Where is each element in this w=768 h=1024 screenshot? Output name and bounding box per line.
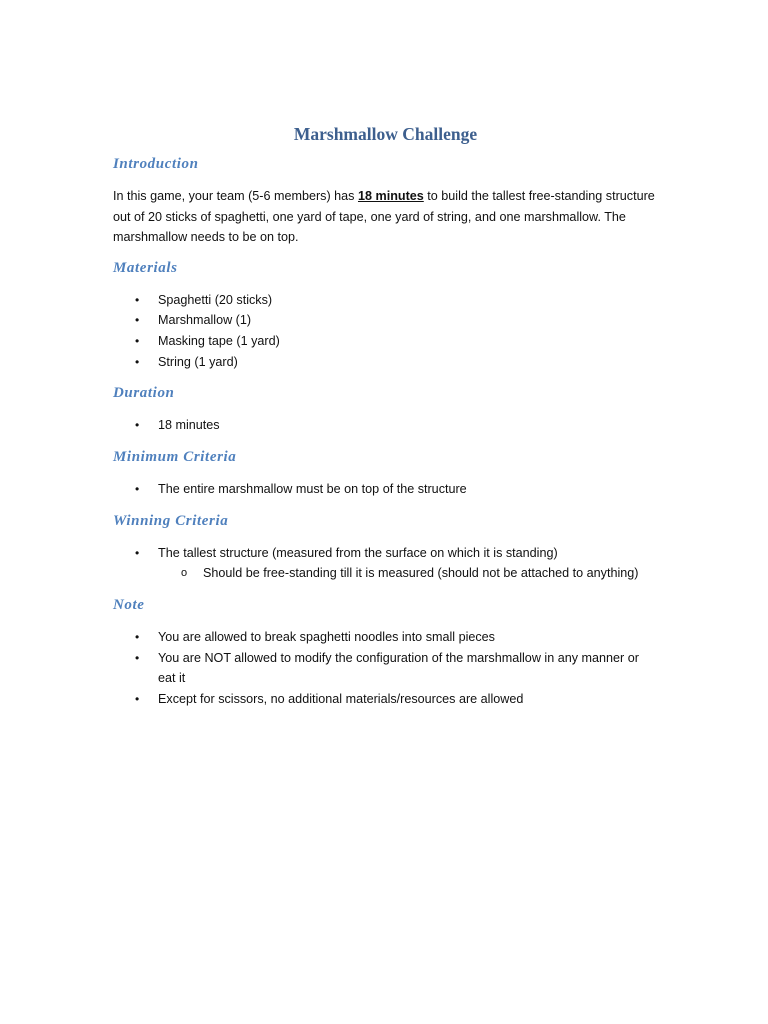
list-item [113,352,658,373]
document-title: Marshmallow Challenge [293,124,478,144]
list-item [113,331,658,352]
list-item-text: The tallest structure (measured from the surface on which it is standing) [158,545,558,560]
list-item-text: You are NOT allowed to modify the configuration of the marshmallow in any manner or eat it [158,650,639,686]
bullet-icon: • [135,418,140,433]
bullet-icon: • [135,629,140,644]
list-item [113,290,658,311]
intro-emphasis: 18 minutes [357,189,424,203]
duration-list [113,415,658,436]
materials-list [113,290,658,373]
list-item-text: The entire marshmallow must be on top of the structure [158,482,467,497]
circle-bullet-icon: o [181,567,188,580]
list-item-text: You are allowed to break spaghetti noodles into small pieces [158,629,495,644]
list-item [113,627,658,648]
intro-text-after: to build the tallest free-standing structure out of 20 sticks of spaghetti, one yard of tape, one yard of string, and one marshmallow. The marshmallow needs to be on top. [113,189,655,244]
list-item-text: Marshmallow (1) [158,313,252,328]
list-item-text: Masking tape (1 yard) [158,333,280,348]
list-item-text: 18 minutes [158,418,220,433]
sub-list-item-text: Should be free-standing till it is measured (should not be attached to anything) [203,566,639,581]
bullet-icon: • [135,692,140,707]
heading-minimum-criteria: Minimum Criteria [113,449,237,466]
note-list [113,627,658,710]
heading-materials: Materials [113,259,178,276]
list-item-text: Spaghetti (20 sticks) [158,292,273,307]
bullet-icon: • [135,292,140,307]
heading-duration: Duration [113,385,175,402]
list-item [113,415,658,436]
bullet-icon: • [135,333,140,348]
bullet-icon: • [135,313,140,328]
minimum-criteria-list [113,479,658,500]
list-item-text: Except for scissors, no additional materials/resources are allowed [158,692,524,707]
intro-text-before: In this game, your team (5-6 members) has [113,189,358,203]
heading-note: Note [113,596,145,613]
list-item [113,648,658,689]
list-item [113,689,658,710]
winning-criteria-sublist [158,563,658,584]
bullet-icon: • [135,482,140,497]
introduction-paragraph [113,186,658,248]
bullet-icon: • [135,354,140,369]
winning-criteria-list [113,543,658,584]
list-item [113,543,658,584]
list-item [113,310,658,331]
bullet-icon: • [135,650,140,665]
heading-winning-criteria: Winning Criteria [113,512,229,529]
list-item [113,479,658,500]
heading-introduction: Introduction [113,156,199,172]
list-item-text: String (1 yard) [158,354,238,369]
sub-list-item [158,563,658,584]
document-page [113,120,658,721]
bullet-icon: • [135,545,140,560]
